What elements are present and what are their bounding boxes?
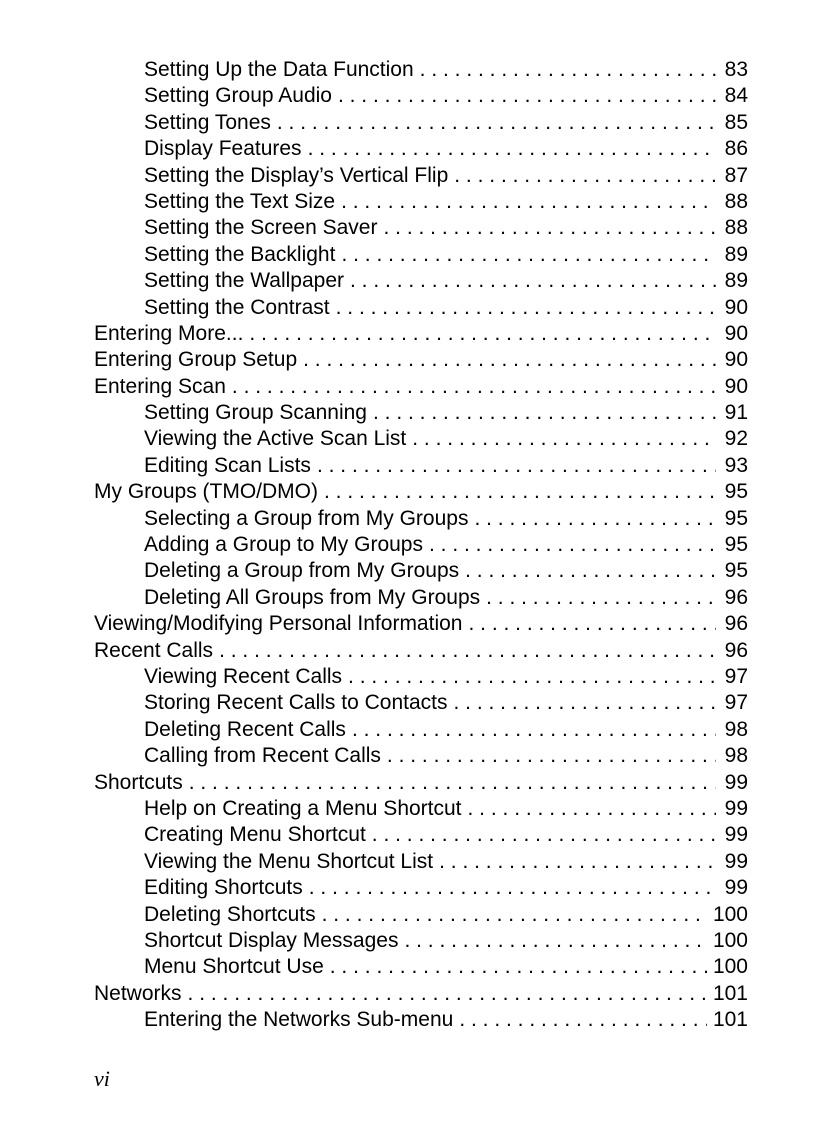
toc-entry[interactable] xyxy=(94,110,748,136)
dot-leader xyxy=(324,479,716,505)
toc-entry[interactable] xyxy=(94,295,748,321)
toc-entry-page: 88 xyxy=(724,189,748,213)
toc-entry-title: Entering Group Setup xyxy=(94,348,298,372)
toc-entry[interactable] xyxy=(94,664,748,690)
toc-entry-title: Viewing/Modifying Personal Information xyxy=(94,612,463,636)
toc-entry-title: Deleting All Groups from My Groups xyxy=(144,585,481,609)
toc-entry[interactable] xyxy=(94,954,748,980)
toc-entry-title: Viewing Recent Calls xyxy=(144,664,343,688)
toc-entry-title: Viewing the Active Scan List xyxy=(144,427,407,451)
dot-leader xyxy=(309,875,716,901)
dot-leader xyxy=(412,426,716,452)
toc-entry[interactable] xyxy=(94,1007,748,1033)
toc-entry-page: 101 xyxy=(712,1008,748,1032)
toc-entry-title: Editing Shortcuts xyxy=(144,876,303,900)
dot-leader xyxy=(338,83,716,109)
toc-entry-page: 97 xyxy=(724,691,748,715)
toc-entry[interactable] xyxy=(94,743,748,769)
dot-leader xyxy=(468,796,716,822)
toc-entry[interactable] xyxy=(94,717,748,743)
toc-entry-title: Help on Creating a Menu Shortcut xyxy=(144,796,462,820)
toc-entry-title: Setting the Screen Saver xyxy=(144,216,378,240)
toc-entry-title: Setting the Contrast xyxy=(144,295,330,319)
dot-leader xyxy=(322,902,707,928)
toc-entry-page: 93 xyxy=(724,453,748,477)
toc-entry[interactable] xyxy=(94,558,748,584)
toc-entry-page: 97 xyxy=(724,664,748,688)
toc-entry-page: 84 xyxy=(724,84,748,108)
toc-entry[interactable] xyxy=(94,347,748,373)
toc-entry[interactable] xyxy=(94,981,748,1007)
toc-entry-page: 95 xyxy=(724,559,748,583)
dot-leader xyxy=(308,136,716,162)
dot-leader xyxy=(277,110,716,136)
toc-entry[interactable] xyxy=(94,638,748,664)
toc-entry-title: Menu Shortcut Use xyxy=(144,955,324,979)
toc-entry-page: 95 xyxy=(724,480,748,504)
dot-leader xyxy=(486,585,716,611)
dot-leader xyxy=(350,268,716,294)
toc-entry-page: 96 xyxy=(724,638,748,662)
toc-entry[interactable] xyxy=(94,189,748,215)
toc-entry-page: 101 xyxy=(712,981,748,1005)
toc-entry-page: 90 xyxy=(724,374,748,398)
dot-leader xyxy=(232,374,716,400)
toc-entry-title: Storing Recent Calls to Contacts xyxy=(144,691,448,715)
toc-entry-page: 83 xyxy=(724,58,748,81)
toc-entry[interactable] xyxy=(94,506,748,532)
toc-entry[interactable] xyxy=(94,163,748,189)
toc-entry-title: Networks xyxy=(94,981,182,1005)
toc-entry-page: 90 xyxy=(724,295,748,319)
toc-entry-page: 99 xyxy=(724,770,748,794)
dot-leader xyxy=(348,664,716,690)
toc-entry-title: Setting Tones xyxy=(144,110,271,134)
toc-entry-title: Setting the Backlight xyxy=(144,242,336,266)
dot-leader xyxy=(387,743,716,769)
toc-entry-page: 99 xyxy=(724,823,748,847)
toc-entry[interactable] xyxy=(94,849,748,875)
dot-leader xyxy=(372,822,716,848)
dot-leader xyxy=(468,611,716,637)
dot-leader xyxy=(336,295,716,321)
toc-entry-title: Entering More... xyxy=(94,321,244,345)
toc-entry-page: 95 xyxy=(724,506,748,530)
toc-entry-title: Setting Up the Data Function xyxy=(144,58,414,81)
toc-entry[interactable] xyxy=(94,136,748,162)
toc-entry[interactable] xyxy=(94,585,748,611)
toc-entry-page: 88 xyxy=(724,216,748,240)
dot-leader xyxy=(303,347,716,373)
dot-leader xyxy=(189,770,716,796)
toc-entry[interactable] xyxy=(94,400,748,426)
toc-entry-title: Deleting Shortcuts xyxy=(144,902,316,926)
dot-leader xyxy=(439,849,716,875)
toc-entry[interactable] xyxy=(94,57,748,83)
dot-leader xyxy=(454,163,716,189)
dot-leader xyxy=(249,321,716,347)
dot-leader xyxy=(459,1007,707,1033)
toc-entry[interactable] xyxy=(94,479,748,505)
toc-entry[interactable] xyxy=(94,770,748,796)
toc-entry-page: 90 xyxy=(724,321,748,345)
table-of-contents xyxy=(94,57,748,1033)
toc-entry-title: Setting the Wallpaper xyxy=(144,269,345,293)
toc-entry-title: Deleting a Group from My Groups xyxy=(144,559,460,583)
toc-entry-title: Setting the Display’s Vertical Flip xyxy=(144,163,449,187)
dot-leader xyxy=(352,717,716,743)
toc-entry[interactable] xyxy=(94,822,748,848)
toc-entry-title: Calling from Recent Calls xyxy=(144,744,381,768)
toc-entry-title: Shortcut Display Messages xyxy=(144,928,399,952)
toc-entry-page: 96 xyxy=(724,612,748,636)
page-number: vi xyxy=(94,1066,110,1091)
toc-entry[interactable] xyxy=(94,453,748,479)
toc-entry-page: 96 xyxy=(724,585,748,609)
toc-entry-title: Setting Group Audio xyxy=(144,84,332,108)
toc-entry[interactable] xyxy=(94,242,748,268)
toc-entry-page: 99 xyxy=(724,796,748,820)
toc-entry-page: 95 xyxy=(724,533,748,557)
toc-entry-title: Deleting Recent Calls xyxy=(144,717,346,741)
toc-entry[interactable] xyxy=(94,796,748,822)
dot-leader xyxy=(420,57,716,83)
toc-entry-page: 100 xyxy=(712,902,748,926)
dot-leader xyxy=(188,981,707,1007)
toc-entry[interactable] xyxy=(94,902,748,928)
toc-entry-page: 87 xyxy=(724,163,748,187)
dot-leader xyxy=(219,638,716,664)
toc-entry-page: 89 xyxy=(724,242,748,266)
toc-entry-page: 91 xyxy=(724,401,748,425)
dot-leader xyxy=(429,532,716,558)
toc-entry[interactable] xyxy=(94,215,748,241)
toc-entry-title: Display Features xyxy=(144,137,302,161)
toc-entry[interactable] xyxy=(94,875,748,901)
dot-leader xyxy=(474,506,716,532)
dot-leader xyxy=(341,189,716,215)
toc-entry[interactable] xyxy=(94,83,748,109)
dot-leader xyxy=(330,954,707,980)
toc-entry[interactable] xyxy=(94,321,748,347)
toc-entry[interactable] xyxy=(94,611,748,637)
toc-entry-title: Shortcuts xyxy=(94,770,183,794)
toc-entry-page: 89 xyxy=(724,269,748,293)
toc-entry-page: 86 xyxy=(724,137,748,161)
toc-entry[interactable] xyxy=(94,268,748,294)
toc-entry-page: 85 xyxy=(724,110,748,134)
toc-entry-title: Creating Menu Shortcut xyxy=(144,823,366,847)
toc-entry-page: 100 xyxy=(712,955,748,979)
toc-entry-title: My Groups (TMO/DMO) xyxy=(94,480,318,504)
toc-entry[interactable] xyxy=(94,928,748,954)
toc-entry-page: 100 xyxy=(712,928,748,952)
toc-entry[interactable] xyxy=(94,532,748,558)
toc-entry-title: Recent Calls xyxy=(94,638,214,662)
toc-entry-title: Entering the Networks Sub-menu xyxy=(144,1008,454,1032)
toc-entry-title: Adding a Group to My Groups xyxy=(144,533,423,557)
toc-entry-title: Viewing the Menu Shortcut List xyxy=(144,849,434,873)
toc-entry-page: 98 xyxy=(724,744,748,768)
toc-entry-page: 92 xyxy=(724,427,748,451)
toc-entry-title: Selecting a Group from My Groups xyxy=(144,506,469,530)
toc-entry-page: 98 xyxy=(724,717,748,741)
toc-entry-title: Setting the Text Size xyxy=(144,189,336,213)
toc-entry-title: Entering Scan xyxy=(94,374,226,398)
toc-entry-title: Editing Scan Lists xyxy=(144,453,311,477)
dot-leader xyxy=(404,928,707,954)
toc-entry[interactable] xyxy=(94,426,748,452)
dot-leader xyxy=(465,558,716,584)
dot-leader xyxy=(383,215,716,241)
toc-entry-title: Setting Group Scanning xyxy=(144,401,367,425)
dot-leader xyxy=(453,690,716,716)
toc-entry-page: 99 xyxy=(724,876,748,900)
toc-entry[interactable] xyxy=(94,374,748,400)
toc-entry-page: 99 xyxy=(724,849,748,873)
dot-leader xyxy=(373,400,716,426)
dot-leader xyxy=(341,242,716,268)
toc-entry-page: 90 xyxy=(724,348,748,372)
toc-entry[interactable] xyxy=(94,690,748,716)
dot-leader xyxy=(317,453,716,479)
